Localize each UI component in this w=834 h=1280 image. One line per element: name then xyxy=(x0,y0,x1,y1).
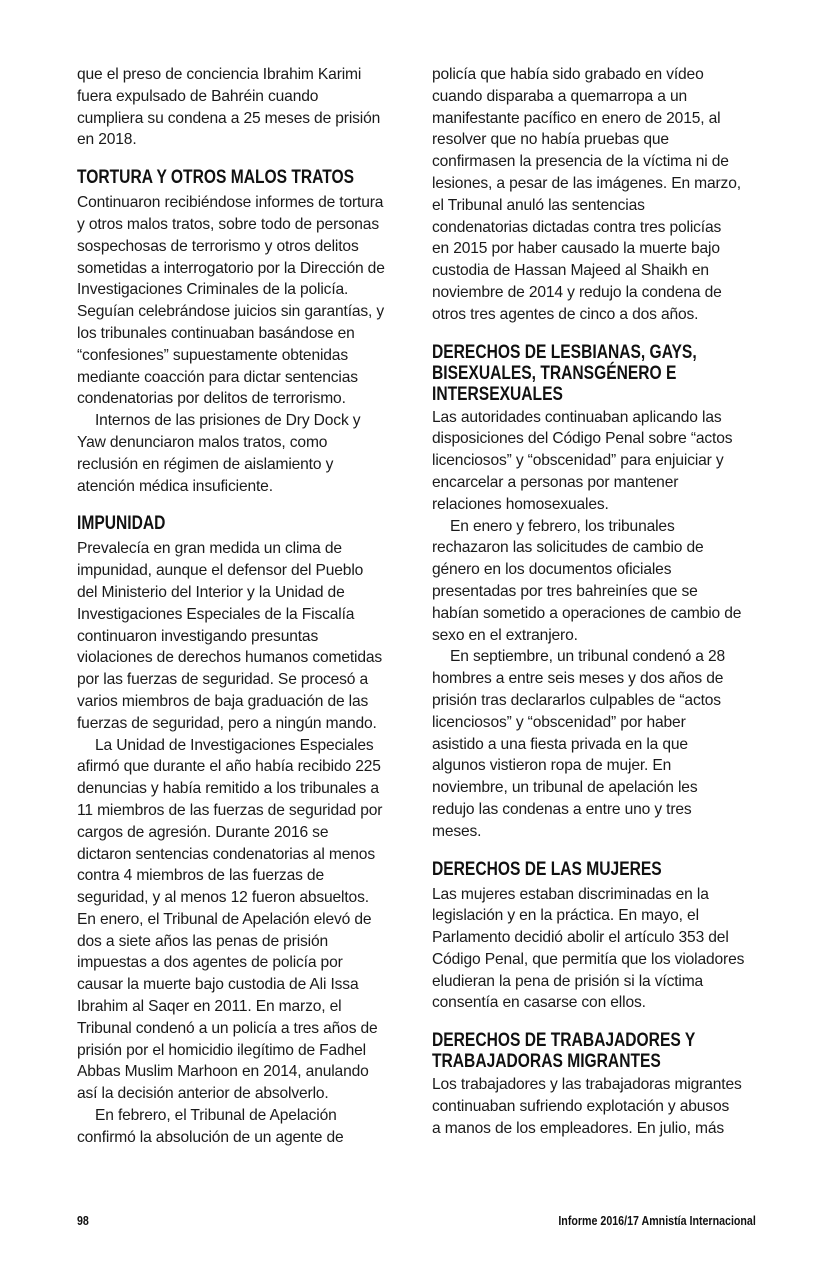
text-line: En enero y febrero, los tribunales xyxy=(450,517,675,535)
section-migrantes xyxy=(432,1030,762,1139)
text-line: En febrero, el Tribunal de Apelación xyxy=(95,1107,337,1125)
text-line: encarcelar a personas por mantener xyxy=(432,473,679,491)
section-heading: IMPUNIDAD xyxy=(77,512,166,535)
continuation-paragraph xyxy=(432,64,762,326)
heading-line: TRABAJADORAS MIGRANTES xyxy=(432,1050,661,1073)
text-line: Ibrahim al Saqer en 2011. En marzo, el xyxy=(77,998,342,1016)
text-line: violaciones de derechos humanos cometidas xyxy=(77,649,383,667)
text-line: y otros malos tratos, sobre todo de personas xyxy=(77,215,379,233)
text-line: los tribunales continuaban basándose en xyxy=(77,324,355,342)
text-line: en 2015 por haber causado la muerte bajo xyxy=(432,240,720,258)
text-line: Los trabajadores y las trabajadoras migrantes xyxy=(432,1076,742,1094)
paragraph xyxy=(432,516,762,647)
text-line: La Unidad de Investigaciones Especiales xyxy=(95,736,374,754)
text-line: impunidad, aunque el defensor del Pueblo xyxy=(77,562,364,580)
text-line: afirmó que durante el año había recibido 225 xyxy=(77,758,381,776)
text-line: licenciosos” y “obscenidad” para enjuiciar y xyxy=(432,452,724,470)
paragraph xyxy=(77,192,407,410)
text-line: confirmasen la presencia de la víctima ni de xyxy=(432,153,729,171)
text-line: En enero, el Tribunal de Apelación elevó de xyxy=(77,910,372,928)
text-line: prisión tras declararlos culpables de “actos xyxy=(432,691,721,709)
paragraph xyxy=(432,646,762,842)
publication-title: Informe 2016/17 Amnistía Internacional xyxy=(558,1213,756,1228)
paragraph xyxy=(432,884,762,1015)
text-line: disposiciones del Código Penal sobre “actos xyxy=(432,430,733,448)
text-line: Yaw denunciaron malos tratos, como xyxy=(77,433,328,451)
section-tortura xyxy=(77,167,407,497)
text-line: sospechosas de terrorismo y otros delitos xyxy=(77,237,359,255)
heading-line: INTERSEXUALES xyxy=(432,382,563,405)
text-line: el Tribunal anuló las sentencias xyxy=(432,196,645,214)
right-column xyxy=(432,64,762,1140)
text-line: habían sometido a operaciones de cambio de xyxy=(432,604,742,622)
text-line: noviembre de 2014 y redujo la condena de xyxy=(432,283,722,301)
section-heading xyxy=(432,342,762,405)
text-line: 11 miembros de las fuerzas de seguridad por xyxy=(77,801,383,819)
heading-line: DERECHOS DE LESBIANAS, GAYS, xyxy=(432,340,697,363)
text-line: Las autoridades continuaban aplicando las xyxy=(432,408,722,426)
text-line: lesiones, a pesar de las imágenes. En marzo, xyxy=(432,174,741,192)
text-line: consentía en casarse con ellos. xyxy=(432,994,646,1012)
text-line: redujo las condenas a entre uno y tres xyxy=(432,800,692,818)
heading-line: DERECHOS DE TRABAJADORES Y xyxy=(432,1029,696,1052)
text-line: denuncias y había remitido a los tribunales a xyxy=(77,780,379,798)
text-line: Internos de las prisiones de Dry Dock y xyxy=(95,412,361,430)
text-line: Código Penal, que permitía que los violadores xyxy=(432,950,745,968)
text-line: a manos de los empleadores. En julio, más xyxy=(432,1119,725,1137)
text-line: sometidas a interrogatorio por la Dirección de xyxy=(77,259,385,277)
text-line: condenatorias dictadas contra tres policías xyxy=(432,218,722,236)
text-line: reclusión en régimen de aislamiento y xyxy=(77,455,334,473)
section-heading xyxy=(432,1030,762,1072)
text-line: fuera expulsado de Bahréin cuando xyxy=(77,87,319,105)
text-line: Prevalecía en gran medida un clima de xyxy=(77,540,342,558)
text-line: continuaron investigando presuntas xyxy=(77,627,319,645)
text-line: cuando disparaba a quemarropa a un xyxy=(432,87,687,105)
page-number: 98 xyxy=(77,1213,89,1228)
text-line: mediante coacción para dictar sentencias xyxy=(77,368,358,386)
text-line: en 2018. xyxy=(77,131,137,149)
text-line: Investigaciones Especiales de la Fiscalía xyxy=(77,605,355,623)
text-line: hombres a entre seis meses y dos años de xyxy=(432,670,724,688)
section-heading: DERECHOS DE LAS MUJERES xyxy=(432,857,662,880)
text-line: Tribunal condenó a un policía a tres años de xyxy=(77,1019,378,1037)
text-line: Las mujeres estaban discriminadas en la xyxy=(432,885,709,903)
text-line: policía que había sido grabado en vídeo xyxy=(432,66,704,83)
text-line: confirmó la absolución de un agente de xyxy=(77,1128,344,1146)
text-line: así la decisión anterior de absolverlo. xyxy=(77,1085,329,1103)
text-line: En septiembre, un tribunal condenó a 28 xyxy=(450,648,726,666)
intro-paragraph xyxy=(77,64,407,151)
section-impunidad xyxy=(77,513,407,1148)
text-line: rechazaron las solicitudes de cambio de xyxy=(432,539,704,557)
text-line: cargos de agresión. Durante 2016 se xyxy=(77,823,329,841)
text-line: Seguían celebrándose juicios sin garantías, y xyxy=(77,303,385,321)
text-line: atención médica insuficiente. xyxy=(77,477,273,495)
text-line: presentadas por tres bahreiníes que se xyxy=(432,582,698,600)
text-line: eludieran la pena de prisión si la víctima xyxy=(432,972,704,990)
section-mujeres xyxy=(432,859,762,1015)
paragraph xyxy=(432,1074,762,1139)
text-line: manifestante pacífico en enero de 2015, al xyxy=(432,109,721,127)
text-line: prisión por el homicidio ilegítimo de Fadhel xyxy=(77,1041,366,1059)
paragraph xyxy=(77,538,407,734)
heading-line: BISEXUALES, TRANSGÉNERO E xyxy=(432,361,677,384)
section-lgbti xyxy=(432,342,762,843)
text-line: meses. xyxy=(432,822,482,840)
text-line: varios miembros de baja graduación de las xyxy=(77,692,369,710)
text-line: asistido a una fiesta privada en la que xyxy=(432,735,688,753)
text-line: condenatorias por delitos de terrorismo. xyxy=(77,390,346,408)
text-line: licenciosos” y “obscenidad” por haber xyxy=(432,713,686,731)
text-line: causar la muerte bajo custodia de Ali Issa xyxy=(77,976,359,994)
text-line: del Ministerio del Interior y la Unidad de xyxy=(77,583,345,601)
text-line: dictaron sentencias condenatorias al menos xyxy=(77,845,375,863)
text-line: otros tres agentes de cinco a dos años. xyxy=(432,305,699,323)
paragraph xyxy=(432,407,762,516)
text-line: dos a siete años las penas de prisión xyxy=(77,932,329,950)
text-line: sexo en el extranjero. xyxy=(432,626,578,644)
paragraph xyxy=(77,1105,407,1149)
text-line: contra 4 miembros de las fuerzas de xyxy=(77,867,324,885)
text-line: por las fuerzas de seguridad. Se procesó a xyxy=(77,671,369,689)
paragraph xyxy=(77,410,407,497)
text-line: seguridad, y al menos 12 fueron absueltos. xyxy=(77,889,369,907)
text-line: Abbas Muslim Marhoon en 2014, anulando xyxy=(77,1063,369,1081)
text-line: que el preso de conciencia Ibrahim Karimi xyxy=(77,66,362,83)
left-column xyxy=(77,64,407,1149)
text-line: resolver que no había pruebas que xyxy=(432,131,669,149)
text-line: algunos vistieron ropa de mujer. En xyxy=(432,757,672,775)
text-line: noviembre, un tribunal de apelación les xyxy=(432,779,698,797)
text-line: Parlamento decidió abolir el artículo 353 del xyxy=(432,929,729,947)
text-line: custodia de Hassan Majeed al Shaikh en xyxy=(432,262,709,280)
text-line: cumpliera su condena a 25 meses de prisión xyxy=(77,109,381,127)
paragraph xyxy=(77,735,407,1106)
text-line: continuaban sufriendo explotación y abusos xyxy=(432,1098,730,1116)
text-line: Investigaciones Criminales de la policía. xyxy=(77,281,349,299)
text-line: Continuaron recibiéndose informes de tortura xyxy=(77,194,384,212)
text-line: fuerzas de seguridad, pero a ningún mando. xyxy=(77,714,377,732)
text-line: género en los documentos oficiales xyxy=(432,561,672,579)
section-heading: TORTURA Y OTROS MALOS TRATOS xyxy=(77,166,355,189)
text-line: “confesiones” supuestamente obtenidas xyxy=(77,346,348,364)
text-line: impuestas a dos agentes de policía por xyxy=(77,954,343,972)
text-line: relaciones homosexuales. xyxy=(432,495,609,513)
text-line: legislación y en la práctica. En mayo, el xyxy=(432,907,699,925)
